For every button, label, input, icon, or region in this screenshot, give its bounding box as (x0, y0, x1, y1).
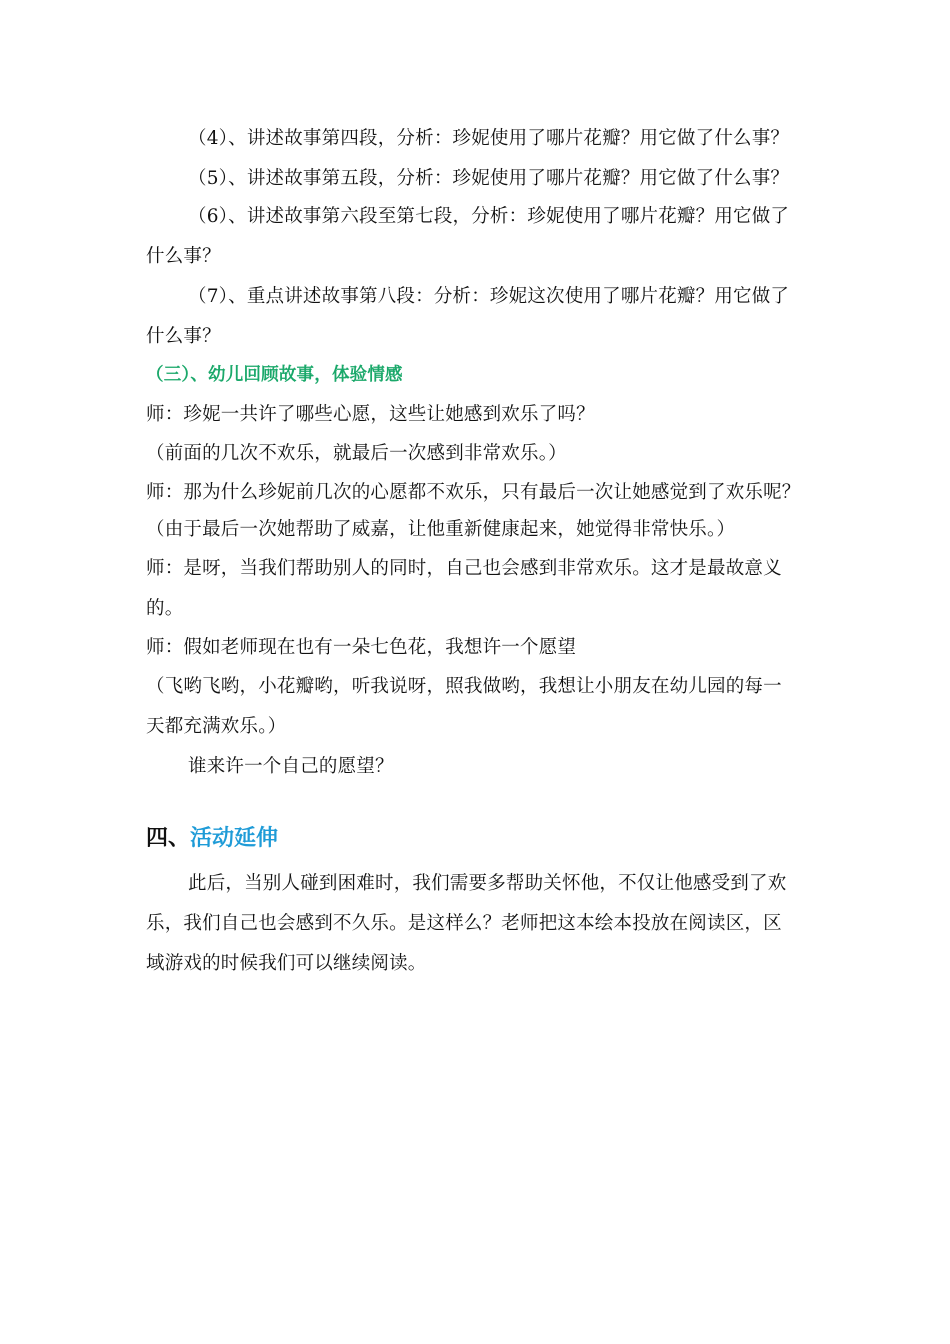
step-7-line-2: 什么事？ (146, 326, 221, 347)
dialogue-line: 的。 (146, 598, 184, 619)
dialogue-line: 师：是呀，当我们帮助别人的同时，自己也会感到非常欢乐。这才是最故意义 (146, 558, 782, 579)
dialogue-line: 师：那为什么珍妮前几次的心愿都不欢乐，只有最后一次让她感觉到了欢乐呢？ (146, 482, 801, 503)
dialogue-line: 师：假如老师现在也有一朵七色花，我想许一个愿望 (146, 637, 577, 658)
step-7-line-1: （7）、重点讲述故事第八段：分析：珍妮这次使用了哪片花瓣？用它做了 (188, 286, 790, 307)
section-4-heading (146, 824, 278, 854)
step-6-line-2: 什么事？ (146, 246, 221, 267)
section-4-title: 活动延伸 (190, 826, 279, 851)
section-4-paragraph-line: 域游戏的时候我们可以继续阅读。 (146, 953, 427, 974)
step-6-line-1: （6）、讲述故事第六段至第七段，分析：珍妮使用了哪片花瓣？用它做了 (188, 206, 790, 227)
subsection-heading: （三）、幼儿回顾故事，体验情感 (146, 365, 403, 385)
dialogue-line: 师：珍妮一共许了哪些心愿，这些让她感到欢乐了吗？ (146, 404, 595, 425)
dialogue-line: （由于最后一次她帮助了威嘉，让他重新健康起来，她觉得非常快乐。） (146, 519, 736, 540)
dialogue-line: 天都充满欢乐。） (146, 716, 287, 737)
dialogue-line: （飞哟飞哟，小花瓣哟，听我说呀，照我做哟，我想让小朋友在幼儿园的每一 (146, 676, 782, 697)
section-4-number: 四、 (146, 826, 191, 851)
step-5-line: （5）、讲述故事第五段，分析：珍妮使用了哪片花瓣？用它做了什么事？ (188, 168, 790, 189)
step-4-line: （4）、讲述故事第四段，分析：珍妮使用了哪片花瓣？用它做了什么事？ (188, 128, 790, 149)
dialogue-line: （前面的几次不欢乐，就最后一次感到非常欢乐。） (146, 443, 567, 464)
closing-question: 谁来许一个自己的愿望？ (188, 756, 394, 777)
section-4-paragraph-line: 此后，当别人碰到困难时，我们需要多帮助关怀他，不仅让他感受到了欢 (188, 873, 787, 894)
section-4-paragraph-line: 乐，我们自己也会感到不久乐。是这样么？老师把这本绘本投放在阅读区，区 (146, 913, 782, 934)
